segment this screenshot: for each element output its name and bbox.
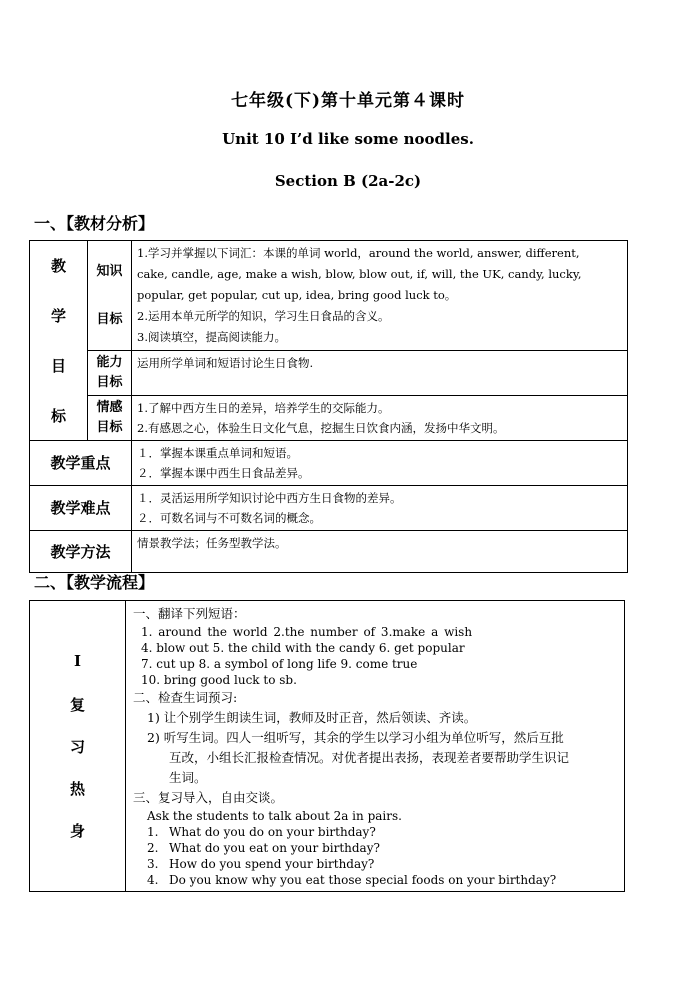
heading-material-analysis: 一、【教材分析】 xyxy=(34,214,155,233)
goal-label-cell xyxy=(30,241,88,441)
teaching-process-table xyxy=(29,600,625,892)
knowledge-content xyxy=(132,241,628,351)
goal-char: 教 xyxy=(50,256,66,275)
part2-item: 1) 让个别学生朗读生词，教师及时正音，然后领读、齐读。 xyxy=(147,710,477,725)
key-point-label: 教学重点 xyxy=(30,441,132,486)
heading-teaching-process: 二、【教学流程】 xyxy=(34,573,155,592)
key-point-content xyxy=(132,441,628,486)
ability-label: 能力 目标 xyxy=(88,351,132,396)
material-analysis-table xyxy=(29,240,628,573)
key-point-line: １．掌握本课重点单词和短语。 xyxy=(137,446,298,460)
question-item: 2. What do you eat on your birthday? xyxy=(147,841,380,855)
emotion-label: 情感 目标 xyxy=(88,396,132,441)
goal-char: 目 xyxy=(50,356,66,375)
question-item: 4. Do you know why you eat those special foods on your birthday? xyxy=(147,873,557,887)
question-item: 1. What do you do on your birthday? xyxy=(147,825,376,839)
goal-char: 标 xyxy=(50,406,66,425)
method-label: 教学方法 xyxy=(30,531,132,573)
stage-label-cell xyxy=(30,601,126,892)
page-title: 七年级(下)第十单元第４课时 xyxy=(230,91,466,111)
part3-title: 三、复习导入，自由交谈。 xyxy=(133,790,284,805)
section-title: Section B (2a-2c) xyxy=(274,172,422,190)
knowledge-line: 2.运用本单元所学的知识，学习生日食品的含义。 xyxy=(137,309,390,323)
phrase-line: 10. bring good luck to sb. xyxy=(141,673,297,687)
part2-item-cont: 生词。 xyxy=(169,770,207,785)
difficult-point-line: １．灵活运用所学知识讨论中西方生日食物的差异。 xyxy=(137,491,402,505)
phrase-line: 7. cut up 8. a symbol of long life 9. come true xyxy=(141,657,418,671)
method-content: 情景教学法；任务型教学法。 xyxy=(132,531,628,573)
stage-char: 习 xyxy=(69,738,85,756)
knowledge-label: 知识 目标 xyxy=(88,241,132,351)
stage-char: 复 xyxy=(69,696,85,714)
part2-title: 二、检查生词预习: xyxy=(133,690,238,705)
knowledge-line: 1.学习并掌握以下词汇：本课的单词 world，around the world, answer, different, xyxy=(137,246,580,260)
question-item: 3. How do you spend your birthday? xyxy=(147,857,375,871)
emotion-line: 2.有感恩之心，体验生日文化气息，挖掘生日饮食内涵，发扬中华文明。 xyxy=(137,421,505,435)
difficult-point-line: ２．可数名词与不可数名词的概念。 xyxy=(137,511,321,525)
goal-char: 学 xyxy=(50,306,66,325)
phrase-line: 4. blow out 5. the child with the candy 6. get popular xyxy=(141,641,465,655)
part1-title: 一、翻译下列短语： xyxy=(133,606,246,621)
key-point-line: ２．掌握本课中西生日食品差异。 xyxy=(137,466,310,480)
phrase-line: 1. around the world 2.the number of 3.make a wish xyxy=(141,625,473,639)
knowledge-line: popular, get popular, cut up, idea, bring good luck to。 xyxy=(137,288,457,302)
part2-item-cont: 互改，小组长汇报检查情况。对优者提出表扬，表现差者要帮助学生识记 xyxy=(169,750,570,765)
emotion-line: 1.了解中西方生日的差异，培养学生的交际能力。 xyxy=(137,401,390,415)
knowledge-line: cake, candle, age, make a wish, blow, blow out, if, will, the UK, candy, lucky, xyxy=(137,267,582,281)
difficult-point-content xyxy=(132,486,628,531)
stage-content-cell xyxy=(126,601,625,892)
stage-char: 热 xyxy=(69,780,85,798)
unit-title: Unit 10 I’d like some noodles. xyxy=(222,130,474,148)
part2-item: 2) 听写生词。四人一组听写，其余的学生以学习小组为单位听写，然后互批 xyxy=(147,730,564,745)
emotion-content xyxy=(132,396,628,441)
stage-char: 身 xyxy=(69,822,85,840)
part3-intro: Ask the students to talk about 2a in pairs. xyxy=(147,809,402,823)
difficult-point-label: 教学难点 xyxy=(30,486,132,531)
knowledge-line: 3.阅读填空，提高阅读能力。 xyxy=(137,330,286,344)
ability-content: 运用所学单词和短语讨论生日食物. xyxy=(132,351,628,396)
stage-char: Ⅰ xyxy=(73,652,82,670)
